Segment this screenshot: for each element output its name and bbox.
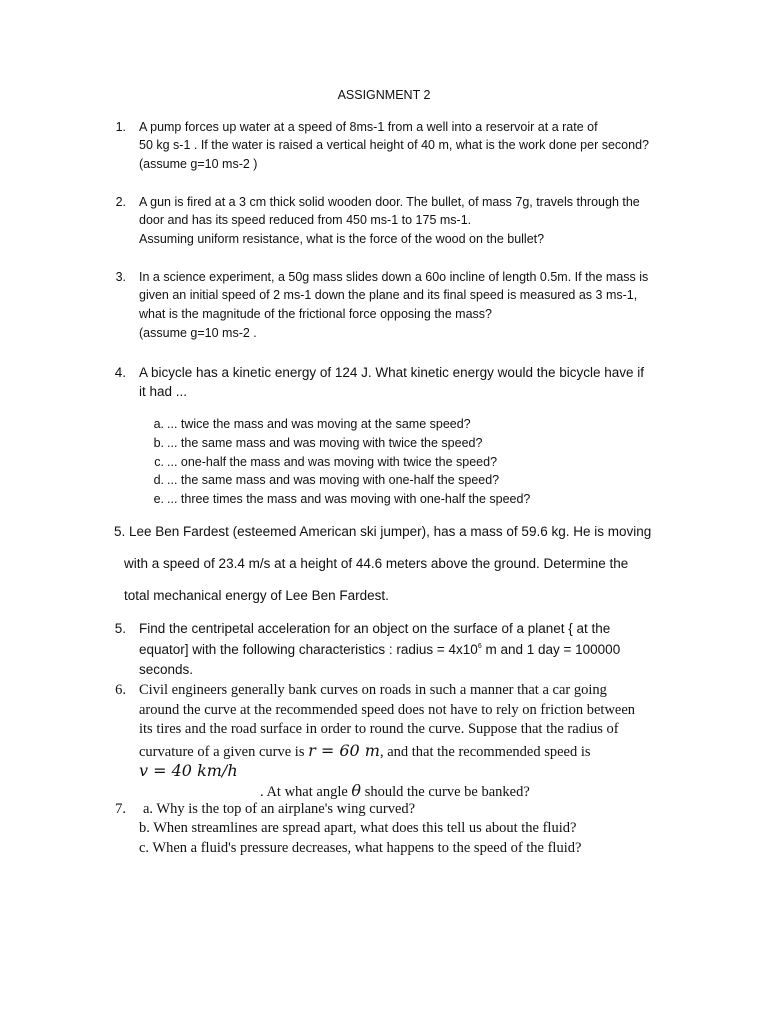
math-radius: r = 60 m — [308, 741, 380, 760]
sub-question-text: c. When a fluid's pressure decreases, what happens to the speed of the fluid? — [139, 840, 582, 856]
question-number: 3. — [115, 270, 126, 284]
math-speed: v = 40 km/h — [139, 761, 238, 780]
question-text-line: what is the magnitude of the frictional force opposing the mass? — [139, 307, 492, 321]
sub-question-text: ... twice the mass and was moving at the same speed? — [167, 417, 471, 431]
question-text-line: given an initial speed of 2 ms-1 down the plane and its final speed is measured as 3 ms-1, — [139, 288, 638, 302]
question-text-line: total mechanical energy of Lee Ben Fardest. — [124, 588, 389, 603]
page-title: ASSIGNMENT 2 — [337, 88, 431, 102]
question-text-line: door and has its speed reduced from 450 ms-1 to 175 ms-1. — [139, 213, 472, 227]
question-text-line: 50 kg s-1 . If the water is raised a vertical height of 40 m, what is the work done per second? — [139, 138, 649, 152]
sub-question-text: ... the same mass and was moving with twice the speed? — [167, 436, 483, 450]
question-text-line: it had ... — [139, 384, 188, 399]
sub-question-text: b. When streamlines are spread apart, what does this tell us about the fluid? — [139, 820, 577, 836]
question-text-line: 5. Lee Ben Fardest (esteemed American ski jumper), has a mass of 59.6 kg. He is moving — [114, 524, 652, 539]
question-text-line: A pump forces up water at a speed of 8ms-1 from a well into a reservoir at a rate of — [139, 120, 598, 134]
sub-question-letter: c. — [154, 455, 164, 469]
question-number: 6. — [115, 682, 126, 698]
question-text-line: around the curve at the recommended speed does not have to rely on friction between — [139, 702, 636, 718]
question-text-line: Civil engineers generally bank curves on roads in such a manner that a car going — [139, 682, 607, 698]
question-text-line: Assuming uniform resistance, what is the force of the wood on the bullet? — [139, 232, 545, 246]
sub-question-text: ... three times the mass and was moving with one-half the speed? — [167, 492, 531, 506]
sub-question-text: a. Why is the top of an airplane's wing curved? — [143, 801, 416, 817]
question-number: 7. — [115, 801, 126, 817]
question-text-line: curvature of a given curve is r = 60 m, and that the recommended speed is — [139, 741, 591, 760]
question-text-line: seconds. — [139, 662, 194, 677]
sub-question-letter: d. — [153, 473, 164, 487]
sub-question-letter: a. — [153, 417, 164, 431]
question-text-line: (assume g=10 ms-2 ) — [139, 157, 258, 171]
sub-question-text: ... one-half the mass and was moving with twice the speed? — [167, 455, 498, 469]
question-number: 1. — [115, 120, 126, 134]
exponent: 6 — [477, 643, 482, 650]
question-text-line: (assume g=10 ms-2 . — [139, 326, 257, 340]
sub-question-letter: b. — [153, 436, 164, 450]
question-number: 5. — [114, 621, 126, 636]
question-text-line: . At what angle θ should the curve be banked? — [260, 781, 530, 800]
math-theta: θ — [351, 781, 362, 800]
question-text-line: with a speed of 23.4 m/s at a height of 44.6 meters above the ground. Determine the — [124, 556, 629, 571]
question-text-line: A bicycle has a kinetic energy of 124 J. What kinetic energy would the bicycle have if — [139, 365, 645, 380]
question-text-line: its tires and the road surface in order to round the curve. Suppose that the radius of — [139, 721, 619, 737]
question-text-line: In a science experiment, a 50g mass slides down a 60o incline of length 0.5m. If the mass is — [139, 270, 649, 284]
question-text-line: Find the centripetal acceleration for an object on the surface of a planet { at the — [139, 621, 611, 636]
question-text-line: equator] with the following characteristics : radius = $4x10^6$ m and 1 day = 100000 — [139, 642, 621, 657]
sub-question-letter: e. — [153, 492, 164, 506]
question-number: 2. — [115, 195, 126, 209]
question-number: 4. — [114, 365, 126, 380]
question-text-line: A gun is fired at a 3 cm thick solid wooden door. The bullet, of mass 7g, travels through the — [139, 195, 640, 209]
sub-question-text: ... the same mass and was moving with one-half the speed? — [167, 473, 500, 487]
